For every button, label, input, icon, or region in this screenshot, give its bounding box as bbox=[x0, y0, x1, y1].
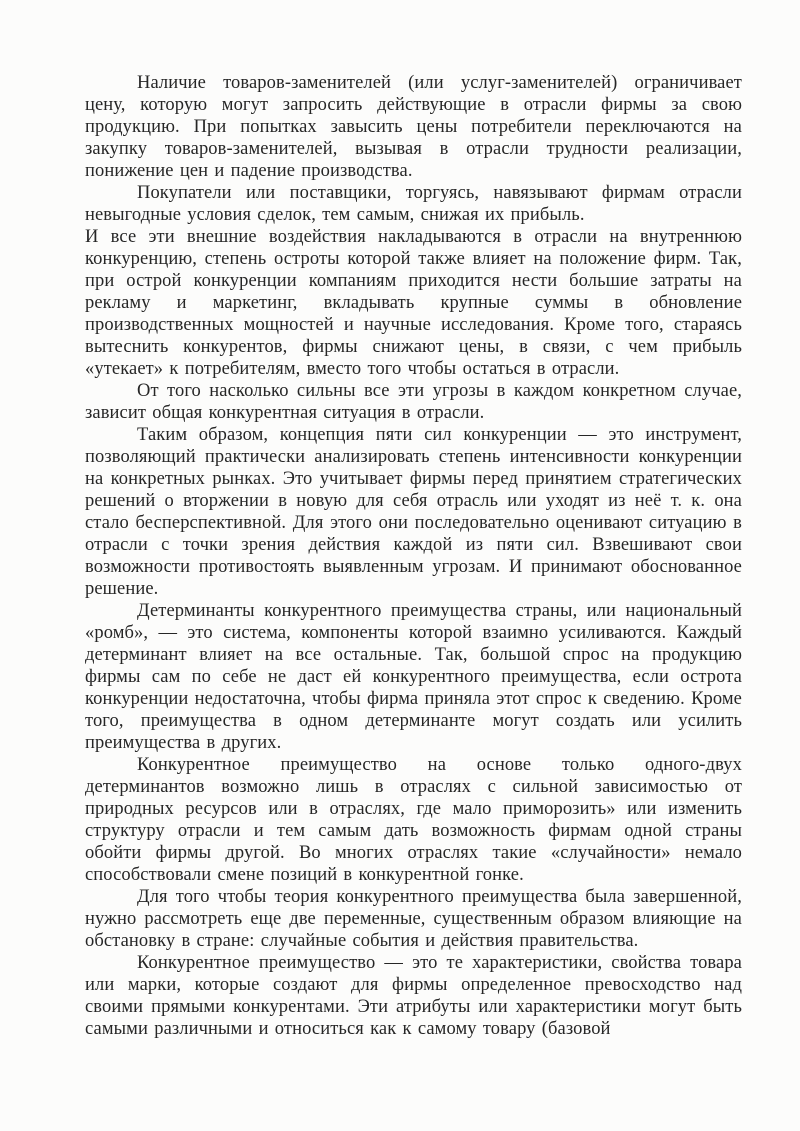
paragraph: Конкурентное преимущество — это те характеристики, свойства товара или марки, которые создают для фирмы определенное превосходство над своими прямыми конкурентами. Эти атрибуты или характеристики могут быть самыми различными и относиться как к самому товару (базовой bbox=[85, 953, 742, 1039]
paragraph: Наличие товаров-заменителей (или услуг-заменителей) ограничивает цену, которую могут запросить действующие в отрасли фирмы за свою продукцию. При попытках завысить цены потребители переключаются на закупку товаров-заменителей, вызывая в отрасли трудности реализации, понижение цен и падение производства. bbox=[85, 73, 742, 181]
paragraph: Покупатели или поставщики, торгуясь, навязывают фирмам отрасли невыгодные условия сделок, тем самым, снижая их прибыль. bbox=[85, 183, 742, 225]
paragraph: Таким образом, концепция пяти сил конкуренции — это инструмент, позволяющий практически анализировать степень интенсивности конкуренции на конкретных рынках. Это учитывает фирмы перед принятием стратегических решений о вторжении в новую для себя отрасль или уходят из неё т. к. она стало бесперспективной. Для этого они последовательно оценивают ситуацию в отрасли с точки зрения действия каждой из пяти сил. Взвешивают свои возможности противостоять выявленным угрозам. И принимают обоснованное решение. bbox=[85, 425, 742, 599]
paragraph: Конкурентное преимущество на основе только одного-двух детерминантов возможно лишь в отраслях с сильной зависимостью от природных ресурсов или в отраслях, где мало приморозить» или изменить структуру отрасли и тем самым дать возможность фирмам одной страны обойти фирмы другой. Во многих отраслях такие «случайности» немало способствовали смене позиций в конкурентной гонке. bbox=[85, 755, 742, 885]
paragraph: От того насколько сильны все эти угрозы в каждом конкретном случае, зависит общая конкурентная ситуация в отрасли. bbox=[85, 381, 742, 423]
paragraph: И все эти внешние воздействия накладываются в отрасли на внутреннюю конкуренцию, степень остроты которой также влияет на положение фирм. Так, при острой конкуренции компаниям приходится нести большие затраты на рекламу и маркетинг, вкладывать крупные суммы в обновление производственных мощностей и научные исследования. Кроме того, стараясь вытеснить конкурентов, фирмы снижают цены, в связи, с чем прибыль «утекает» к потребителям, вместо того чтобы остаться в отрасли. bbox=[85, 227, 742, 379]
text-column bbox=[85, 72, 742, 1040]
paragraph: Детерминанты конкурентного преимущества страны, или национальный «ромб», — это система, компоненты которой взаимно усиливаются. Каждый детерминант влияет на все остальные. Так, большой спрос на продукцию фирмы сам по себе не даст ей конкурентного преимущества, если острота конкуренции недостаточна, чтобы фирма приняла этот спрос к сведению. Кроме того, преимущества в одном детерминанте могут создать или усилить преимущества в других. bbox=[85, 601, 742, 753]
paragraph: Для того чтобы теория конкурентного преимущества была завершенной, нужно рассмотреть еще две переменные, существенным образом влияющие на обстановку в стране: случайные события и действия правительства. bbox=[85, 887, 742, 951]
